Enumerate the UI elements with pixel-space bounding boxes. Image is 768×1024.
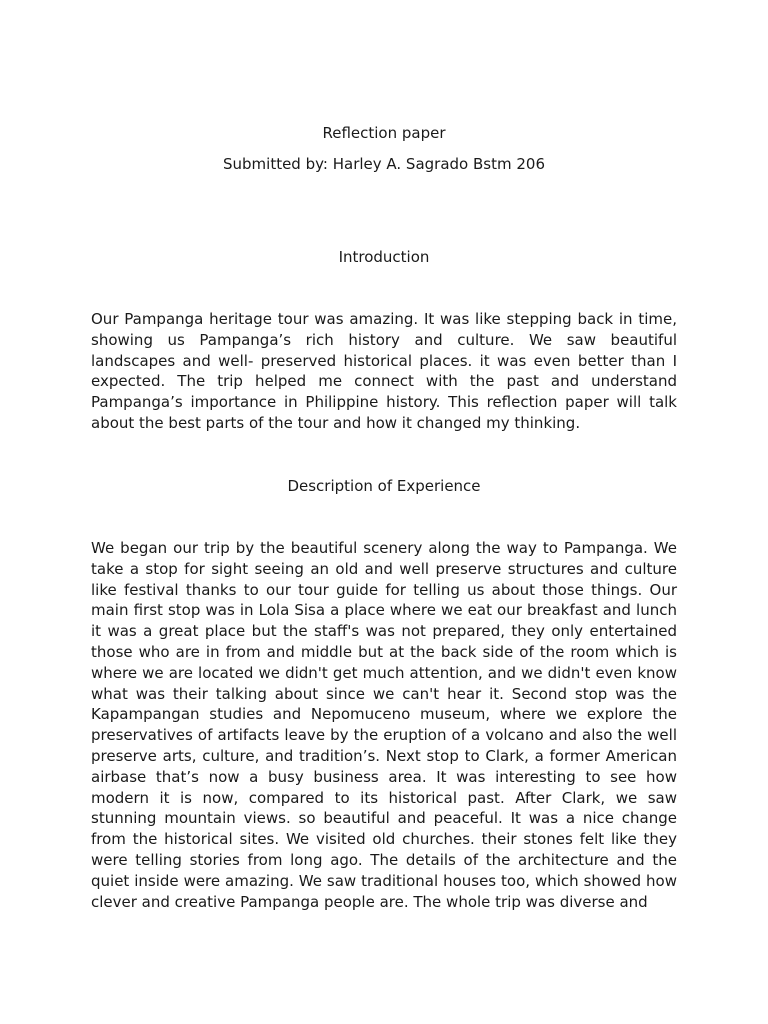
description-of-experience-paragraph: We began our trip by the beautiful scenery along the way to Pampanga. We take a stop for sight seeing an old and well preserve structures and culture like festival thanks to our tour guide for telling us about those things. Our main first stop was in Lola Sisa a place where we eat our breakfast and lunch it was a great place but the staff's was not prepared, they only entertained those who are in from and middle but at the back side of the room which is where we are located we didn't get much attention, and we didn't even know what was their talking about since we can't hear it. Second stop was the Kapampangan studies and Nepomuceno museum, where we explore the preservatives of artifacts leave by the eruption of a volcano and also the well preserve arts, culture, and tradition’s. Next stop to Clark, a former American airbase that’s now a busy business area. It was interesting to see how modern it is now, compared to its historical past. After Clark, we saw stunning mountain views. so beautiful and peaceful. It was a nice change from the historical sites. We visited old churches. their stones felt like they were telling stories from long ago. The details of the architecture and the quiet inside were amazing. We saw traditional houses too, which showed how clever and creative Pampanga people are. The whole trip was diverse and [91,539,677,911]
section-heading-description-of-experience: Description of Experience [287,477,481,495]
submitted-by-line: Submitted by: Harley A. Sagrado Bstm 206 [222,155,545,173]
section-heading-introduction: Introduction [338,248,430,266]
introduction-paragraph: Our Pampanga heritage tour was amazing. It was like stepping back in time, showing us Pampanga’s rich history and culture. We saw beautiful landscapes and well- preserved historical places. it was even better than I expected. The trip helped me connect with the past and understand Pampanga’s importance in Philippine history. This reflection paper will talk about the best parts of the tour and how it changed my thinking. [91,310,677,432]
document-title: Reflection paper [322,124,446,142]
